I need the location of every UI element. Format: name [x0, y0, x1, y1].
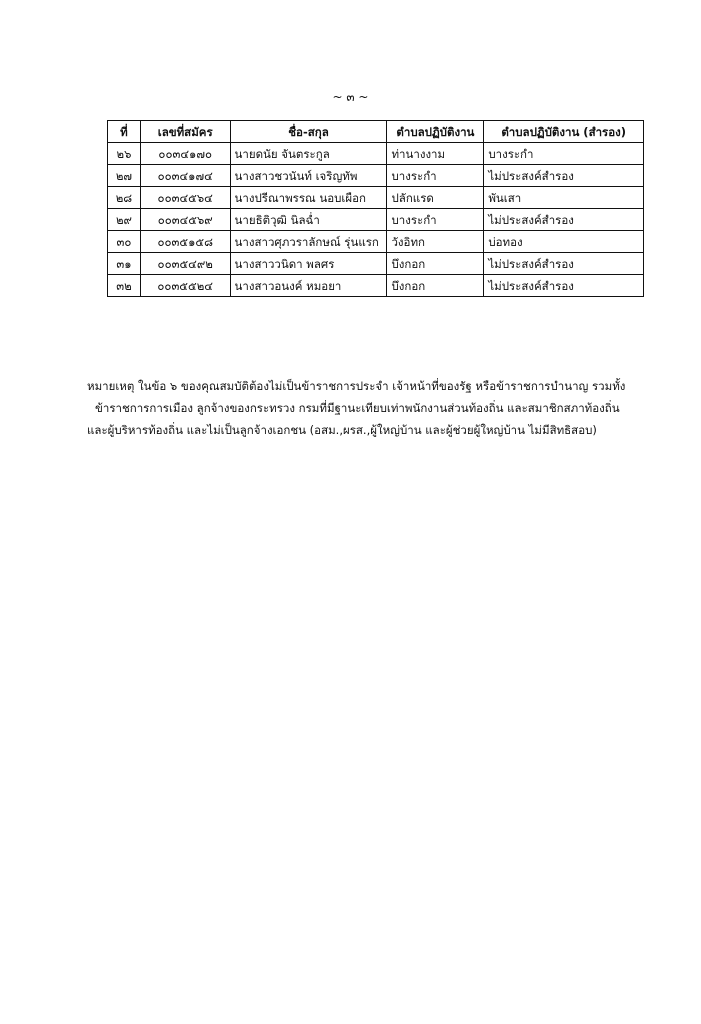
cell-subdistrict: บางระกำ — [387, 165, 484, 187]
applicant-table — [107, 120, 644, 297]
cell-subdistrict: บางระกำ — [387, 209, 484, 231]
cell-subdistrict-alternate: ไม่ประสงค์สำรอง — [484, 165, 644, 187]
cell-no: ๒๘ — [108, 187, 141, 209]
page-number: ~ ๓ ~ — [332, 90, 369, 104]
table-row — [108, 187, 644, 209]
header-application-id: เลขที่สมัคร — [140, 121, 230, 143]
header-subdistrict-alternate: ตำบลปฏิบัติงาน (สำรอง) — [484, 121, 644, 143]
cell-full-name: นางสาวอนงค์ หมอยา — [230, 275, 387, 297]
cell-no: ๓๒ — [108, 275, 141, 297]
cell-subdistrict-alternate: ไม่ประสงค์สำรอง — [484, 275, 644, 297]
cell-subdistrict-alternate: บางระกำ — [484, 143, 644, 165]
table-row — [108, 143, 644, 165]
header-full-name: ชื่อ-สกุล — [230, 121, 387, 143]
cell-application-id: ๐๐๓๔๕๖๔ — [140, 187, 230, 209]
remark-line: และผู้บริหารท้องถิ่น และไม่เป็นลูกจ้างเอกชน (อสม.,ผรส.,ผู้ใหญ่บ้าน และผู้ช่วยผู้ใหญ่บ้าน ไม่มีสิทธิสอบ) — [87, 423, 597, 437]
cell-application-id: ๐๐๓๔๑๗๐ — [140, 143, 230, 165]
header-no: ที่ — [108, 121, 141, 143]
cell-subdistrict-alternate: พันเสา — [484, 187, 644, 209]
cell-subdistrict-alternate: บ่อทอง — [484, 231, 644, 253]
cell-subdistrict: บึงกอก — [387, 253, 484, 275]
cell-subdistrict-alternate: ไม่ประสงค์สำรอง — [484, 253, 644, 275]
table-row — [108, 253, 644, 275]
table-header-row — [108, 121, 644, 143]
cell-no: ๒๗ — [108, 165, 141, 187]
remark-line: ข้าราชการการเมือง ลูกจ้างของกระทรวง กรมที่มีฐานะเทียบเท่าพนักงานส่วนท้องถิ่น และสมาชิกสภาท้องถิ่น — [95, 401, 620, 415]
table-row — [108, 209, 644, 231]
remark-line: หมายเหตุ ในข้อ ๖ ของคุณสมบัติต้องไม่เป็นข้าราชการประจำ เจ้าหน้าที่ของรัฐ หรือข้าราชการบำนาญ รวมทั้ง — [87, 379, 626, 393]
remark-note — [87, 375, 647, 441]
cell-no: ๓๐ — [108, 231, 141, 253]
cell-subdistrict: ท่านางงาม — [387, 143, 484, 165]
cell-subdistrict: ปลักแรด — [387, 187, 484, 209]
cell-application-id: ๐๐๓๔๑๗๔ — [140, 165, 230, 187]
cell-subdistrict: บึงกอก — [387, 275, 484, 297]
cell-full-name: นางปรีณาพรรณ นอบเผือก — [230, 187, 387, 209]
cell-application-id: ๐๐๓๕๑๕๘ — [140, 231, 230, 253]
cell-no: ๓๑ — [108, 253, 141, 275]
table-row — [108, 165, 644, 187]
cell-application-id: ๐๐๓๕๕๒๔ — [140, 275, 230, 297]
cell-no: ๒๙ — [108, 209, 141, 231]
cell-full-name: นายดนัย จันตระกูล — [230, 143, 387, 165]
cell-subdistrict-alternate: ไม่ประสงค์สำรอง — [484, 209, 644, 231]
table-row — [108, 275, 644, 297]
table-row — [108, 231, 644, 253]
cell-full-name: นายธิติวุฒิ นิลฉ่ำ — [230, 209, 387, 231]
cell-full-name: นางสาวชวนันท์ เจริญทัพ — [230, 165, 387, 187]
cell-no: ๒๖ — [108, 143, 141, 165]
cell-application-id: ๐๐๓๔๕๖๙ — [140, 209, 230, 231]
cell-full-name: นางสาววนิดา พลศร — [230, 253, 387, 275]
cell-application-id: ๐๐๓๕๔๙๒ — [140, 253, 230, 275]
header-subdistrict: ตำบลปฏิบัติงาน — [387, 121, 484, 143]
cell-subdistrict: วังอิทก — [387, 231, 484, 253]
cell-full-name: นางสาวศุภวราลักษณ์ รุ่นแรก — [230, 231, 387, 253]
